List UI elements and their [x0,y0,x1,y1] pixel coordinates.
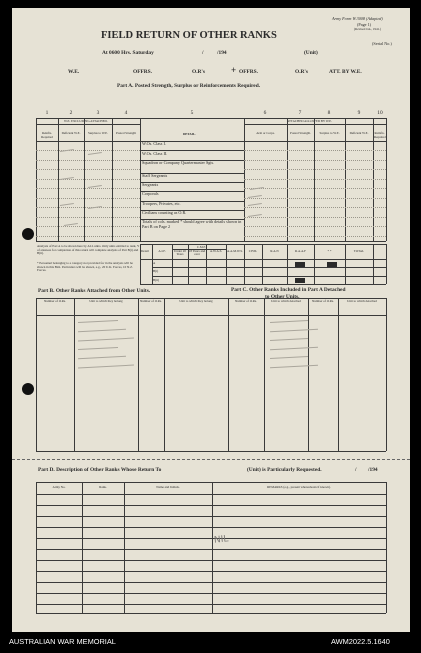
analysis-col-header: R.A.N [270,249,279,253]
archive-credit: AUSTRALIAN WAR MEMORIAL [9,637,116,646]
form-page [12,8,410,632]
part-d-row-rule [36,527,386,528]
punch-hole-bottom [22,383,34,395]
serial-label: (Serial No.) [372,41,392,46]
column-rule [345,118,346,241]
row-guide [244,169,386,170]
part-d-title: Part D. Description of Other Ranks Whose Return To [38,467,162,473]
detail-row-label: W.Os. Class I. [142,141,166,147]
page-title: FIELD RETURN OF OTHER RANKS [101,30,277,41]
detail-row-label: Sergeants [142,182,159,188]
part-bc-bottom-rule [36,451,386,452]
detail-row-label: Troopers, Privates, etc. [142,200,181,206]
analysis-col-rule [226,244,227,284]
row-guide [244,179,386,180]
redaction-block [295,262,305,267]
analysis-col-rule [206,244,207,284]
analysis-col-header: A.A.M.W.S. [227,249,243,253]
table-bottom-rule [36,241,386,242]
right-col-header: Deficient W.E. [349,131,369,135]
analysis-col-rule [172,244,173,284]
part-d-row-rule [36,549,386,550]
column-rule [244,118,245,241]
right-col-header: Reinfts. Required [374,131,386,139]
part-bc-col-rule [74,298,75,451]
analysis-col-header: A.I.F. [158,249,166,253]
group-header-right: ATTACHED ALLOWED BY W.E. [287,119,333,123]
pencil-mark [248,195,262,200]
part-d-top-rule [36,482,386,483]
part-d-date-slash: / [355,467,357,473]
column-number: 6 [263,110,267,116]
part-c-col-header: Number of O.Rs. [235,299,257,303]
analysis-col-header: TOTAL [353,249,365,253]
right-col-header: Arm or Corps. [256,131,275,135]
detail-row-label: Totals of cols. marked * should agree with details shown in Part B on Page 2 [142,219,242,229]
column-number: 10 [377,110,383,116]
date-year: /194 [217,50,227,56]
date-slash: / [202,50,204,56]
part-bc-col-rule [228,298,229,451]
part-c-title-line1: Part C. Other Ranks Included in Part A Detached [231,287,346,293]
analysis-col-header: A.W.A.S. [209,249,223,253]
analysis-col-rule [287,244,288,284]
analysis-col-rule [345,244,346,284]
offrs-label: OFFRS. [133,69,153,75]
group-rule-right [244,124,386,125]
analysis-detail-header: Detail [141,249,149,253]
pencil-entry [78,320,118,323]
part-d-col-rule [386,482,387,613]
part-bc-colheader-rule [36,315,386,316]
page-reference: (Page 1) [357,22,372,27]
plus-sign: + [231,65,237,75]
pencil-mark [88,206,102,211]
part-b-title: Part B. Other Ranks Attached from Other Units. [38,288,151,294]
row-guide [36,217,140,218]
redaction-block [327,262,337,267]
left-col-header: Surplus to W.E. [87,131,108,135]
analysis-col-rule [314,244,315,284]
part-d-row-rule [36,538,386,539]
pencil-entry [270,365,318,369]
part-c-col-header: Number of O.Rs. [312,299,334,303]
part-bc-col-rule [338,298,339,451]
detail-header: DETAIL. [183,132,196,136]
pencil-mark [88,185,102,190]
pencil-entry [78,347,118,350]
catalogue-number: AWM2022.5.1640 [331,637,390,646]
column-rule [373,118,374,241]
part-d-row-rule [36,571,386,572]
column-rule [58,118,59,241]
part-c-col-header: Unit to which detached [347,299,377,303]
part-a-title: Part A. Posted Strength, Surplus or Reinforcements Required. [117,83,261,89]
part-d-col-rule [36,482,37,613]
row-guide [244,188,386,189]
part-d-col-rule [124,482,125,613]
analysis-note-2: * Personnel belonging to a category not provided for in the analysis will be shown in this Bxii. Particulars will be shown, e.g., 20 U.K. Forces, 10 N.Z. Forces. [37,261,133,272]
part-d-col-header: Name and Initials. [156,485,180,489]
part-d-unit-label: (Unit) is Particularly Requested. [247,467,322,473]
column-number: 7 [298,110,302,116]
ors-label-2: O.R's [295,69,309,75]
part-bc-col-rule [164,298,165,451]
analysis-col-header: Under 20 Years [174,249,186,257]
part-bc-col-rule [264,298,265,451]
att-by-we-label: ATT. BY W.E. [329,69,362,75]
part-d-row-rule [36,604,386,605]
analysis-top-rule [140,244,386,245]
analysis-col-rule [262,244,263,284]
part-d-col-header: REMARKS (e.g., present whereabouts if known). [267,485,331,489]
analysis-note-1: Analysis of Part A to be shown here by ALL units. Only units entitled to rank, Y of attestees for completion of this return will complete analysis of Part B(i) and B(ii). [37,244,140,255]
part-bc-col-rule [386,298,387,451]
pencil-nil: NIL [213,534,229,546]
form-reference: Army Form W.3008 (Adapted) [332,16,383,21]
pencil-mark [250,187,264,192]
part-d-col-rule [212,482,213,613]
left-col-header: Deficient W.E. [61,131,81,135]
pencil-mark [60,177,74,182]
column-rule [287,118,288,241]
part-d-row-rule [36,505,386,506]
column-number: 5 [190,110,194,116]
column-number: 2 [69,110,73,116]
analysis-col-rule [140,244,141,284]
analysis-header-rule [140,259,386,260]
we-label: W.E. [68,69,80,75]
right-col-header: Posted Strength. [290,131,311,135]
part-c-title-line2: to Other Units. [265,294,300,300]
group-rule-left [36,124,140,125]
row-guide [36,150,140,151]
pencil-mark [64,223,78,228]
detail-row-label: Squadron or Company Quartermaster Sgts. [142,159,215,165]
punch-hole-top [22,228,34,240]
part-b-col-header: Unit to which they belong [89,299,123,303]
revised-note: (Revised Jan., 1941.) [354,27,382,31]
row-guide [244,150,386,151]
pencil-mark [248,214,262,219]
analysis-col-header: 18 Years and over [188,249,206,257]
unit-label: (Unit) [304,50,318,56]
pencil-entry [270,356,308,359]
column-number: 1 [45,110,49,116]
row-guide [244,217,386,218]
analysis-col-rule [188,244,189,284]
analysis-col-rule [244,244,245,284]
pencil-entry [78,329,126,333]
part-b-col-header: Number of O.Rs. [140,299,162,303]
column-rule [314,118,315,241]
part-d-header-rule [36,494,386,495]
part-d-row-rule [36,593,386,594]
row-guide [244,236,386,237]
detail-row-label: Staff Sergeants [142,172,168,178]
left-col-header: Posted Strength [115,131,137,135]
pencil-entry [270,338,308,341]
row-guide [244,207,386,208]
row-guide [36,226,140,227]
part-d-row-rule [36,516,386,517]
column-rule [386,118,387,241]
part-d-row-rule [36,560,386,561]
part-d-col-header: Rank. [99,485,107,489]
column-rule [36,118,37,241]
column-number: 3 [96,110,100,116]
analysis-col-rule [373,244,374,284]
row-guide [244,226,386,227]
cmf-header: C.M.F. [197,245,206,249]
column-number: 9 [357,110,361,116]
pencil-mark [60,149,74,154]
tear-line [12,459,410,460]
left-col-header: Reinfts. Required [41,131,53,139]
analysis-row-label: B(i) [153,269,159,274]
pencil-entry [270,329,318,333]
at-line: At 0600 Hrs. Saturday [102,50,154,56]
pencil-entry [270,347,318,351]
row-guide [36,198,140,199]
part-d-col-rule [82,482,83,613]
pencil-entry [270,320,308,323]
pencil-entry [78,338,134,342]
group-header-left: W.E. EXCLUDING ATTACHED. [64,119,108,123]
detail-row-label: Civilians counting as O.R. [142,210,187,215]
redaction-block [295,278,305,283]
analysis-col-header: R.A.A.F [295,249,306,253]
row-guide [36,169,140,170]
ors-label: O.R's [192,69,206,75]
row-guide [244,198,386,199]
part-b-col-header: Unit to which they belong [179,299,213,303]
analysis-row-label: B(ii) [153,277,160,282]
pencil-entry [78,365,134,369]
column-rule [84,118,85,241]
row-guide [244,160,386,161]
part-d-col-header: Army No. [52,485,66,489]
detail-row-label: W.Os. Class II. [142,150,168,156]
part-c-col-header: Unit to which detached [271,299,301,303]
offrs-label-2: OFFRS. [239,69,259,75]
row-guide [36,236,140,237]
analysis-col-header: * * [327,249,332,253]
row-guide [36,179,140,180]
part-d-date-year: /194 [368,467,378,473]
part-b-col-header: Number of O.Rs. [44,299,66,303]
detail-row-label: Corporals [142,191,159,197]
analysis-col-header: CIVIL [248,249,258,253]
part-d-row-rule [36,582,386,583]
pencil-mark [88,152,102,157]
right-col-header: Surplus to W.E. [319,131,340,135]
analysis-row-label: A [153,261,156,265]
column-number: 8 [327,110,331,116]
part-d-bottom-rule [36,613,386,614]
part-bc-col-rule [138,298,139,451]
part-bc-col-rule [36,298,37,451]
part-bc-col-rule [308,298,309,451]
analysis-col-rule [386,244,387,284]
column-number: 4 [124,110,128,116]
column-rule [140,118,141,241]
pencil-entry [78,356,126,360]
column-rule [112,118,113,241]
row-guide [36,160,140,161]
